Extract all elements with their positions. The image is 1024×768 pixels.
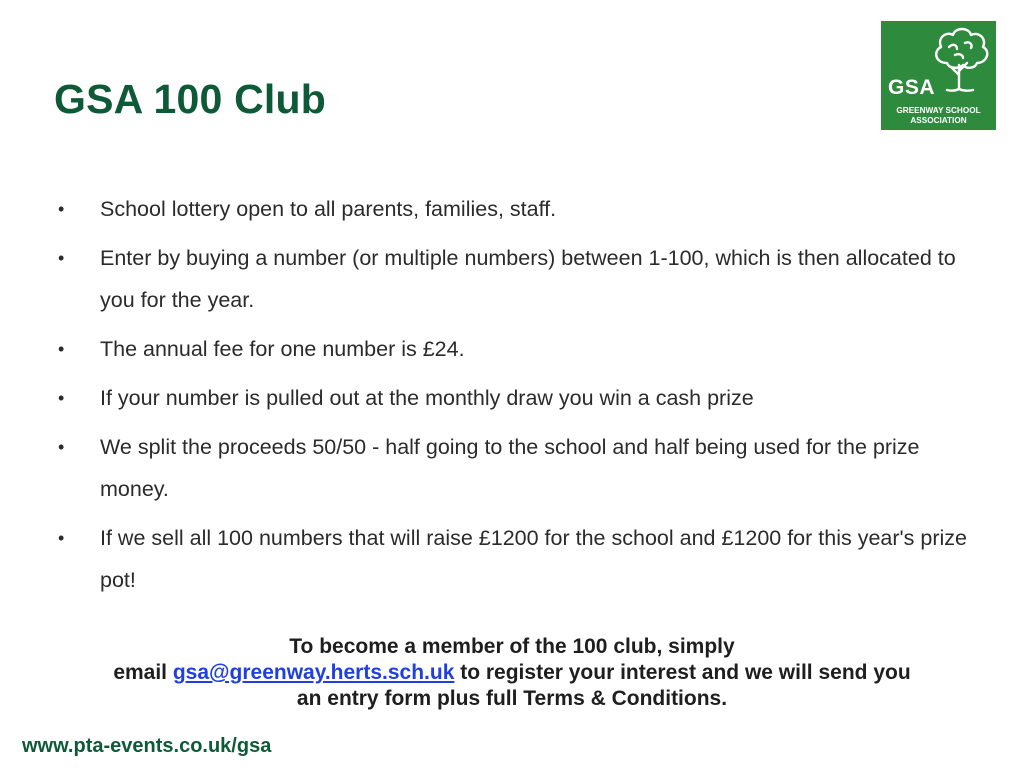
footer-url[interactable]: www.pta-events.co.uk/gsa	[22, 735, 272, 757]
bullet-text: School lottery open to all parents, families, staff.	[100, 197, 557, 221]
bullet-item	[58, 517, 978, 601]
bullet-text: If your number is pulled out at the monthly draw you win a cash prize	[100, 386, 754, 410]
bullet-marker: •	[58, 248, 65, 268]
gsa-logo	[881, 21, 996, 130]
logo-name-line2: ASSOCIATION	[910, 116, 967, 125]
bullet-marker: •	[58, 528, 65, 548]
logo-organisation-name	[883, 106, 994, 126]
logo-name-line1: GREENWAY SCHOOL	[896, 106, 981, 115]
bullet-item	[58, 377, 978, 419]
call-to-action	[40, 634, 984, 712]
bullet-text: If we sell all 100 numbers that will raise £1200 for the school and £1200 for this year's prize pot!	[100, 526, 967, 592]
cta-line1: To become a member of the 100 club, simply	[289, 635, 735, 658]
bullet-list	[58, 188, 978, 608]
bullet-marker: •	[58, 339, 65, 359]
tree-icon	[925, 25, 993, 95]
cta-post-email: to register your interest and we will send you	[454, 661, 911, 684]
bullet-marker: •	[58, 388, 65, 408]
bullet-item	[58, 426, 978, 510]
bullet-marker: •	[58, 437, 65, 457]
bullet-item	[58, 188, 978, 230]
email-link[interactable]: gsa@greenway.herts.sch.uk	[172, 661, 455, 684]
slide-title: GSA 100 Club	[54, 76, 327, 122]
cta-line3: an entry form plus full Terms & Conditions.	[296, 687, 728, 710]
bullet-marker: •	[58, 199, 65, 219]
logo-abbreviation: GSA	[888, 76, 936, 99]
cta-pre-email: email	[113, 661, 173, 684]
bullet-item	[58, 328, 978, 370]
bullet-text: The annual fee for one number is £24.	[100, 337, 465, 361]
bullet-item	[58, 237, 978, 321]
bullet-text: We split the proceeds 50/50 - half going to the school and half being used for the prize money.	[100, 435, 920, 501]
bullet-text: Enter by buying a number (or multiple numbers) between 1-100, which is then allocated to you for the year.	[100, 246, 956, 312]
